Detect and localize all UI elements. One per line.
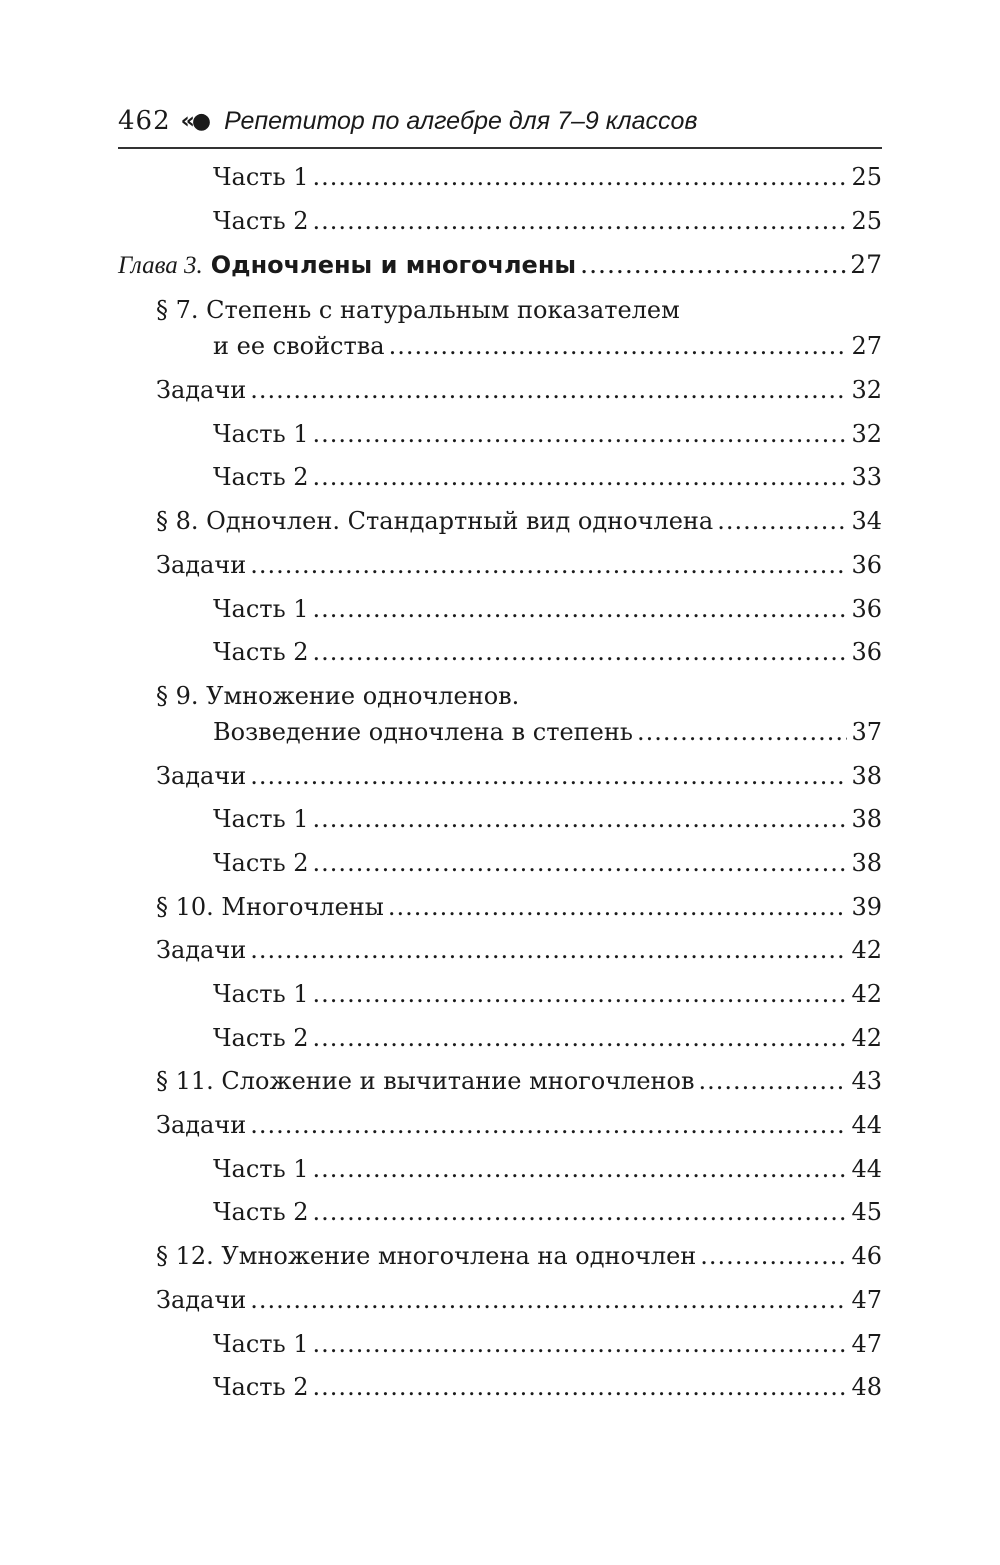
dot-leader xyxy=(313,163,848,191)
toc-entry-page: 34 xyxy=(851,507,882,536)
toc-entry-page: 36 xyxy=(851,638,882,667)
toc-entry xyxy=(118,638,882,682)
table-of-contents xyxy=(118,163,882,1417)
toc-entry-page: 42 xyxy=(851,936,882,965)
toc-entry-page: 36 xyxy=(851,550,882,579)
dot-leader xyxy=(580,250,846,279)
dot-leader xyxy=(250,762,847,790)
running-title: Репетитор по алгебре для 7–9 классов xyxy=(224,106,698,135)
toc-entry-label: Задачи xyxy=(156,1111,247,1140)
toc-entry-page: 25 xyxy=(851,206,882,235)
toc-section-entry xyxy=(118,1242,882,1286)
toc-entry-page: 44 xyxy=(851,1154,882,1183)
dot-leader xyxy=(313,207,848,235)
toc-entry xyxy=(118,980,882,1024)
toc-entry-page: 47 xyxy=(851,1329,882,1358)
toc-entry xyxy=(118,1286,882,1330)
toc-entry-page: 48 xyxy=(851,1373,882,1402)
toc-chapter-entry xyxy=(118,250,882,296)
toc-entry-label: Часть 2 xyxy=(213,206,309,235)
toc-entry xyxy=(118,420,882,464)
toc-entry-label: § 9. Умножение одночленов. xyxy=(156,681,520,710)
toc-entry-page: 42 xyxy=(851,980,882,1008)
toc-entry-page: 44 xyxy=(851,1111,882,1140)
page-number: 462 xyxy=(118,106,171,136)
toc-entry-label: Задачи xyxy=(156,550,247,579)
toc-entry xyxy=(118,163,882,207)
toc-entry-label-continued: и ее свойства xyxy=(213,332,385,361)
toc-entry xyxy=(118,463,882,507)
dot-leader xyxy=(313,595,848,623)
toc-entry xyxy=(118,1024,882,1068)
toc-entry-label: Часть 2 xyxy=(213,463,309,492)
toc-entry xyxy=(118,551,882,595)
toc-entry-label: § 10. Многочлены xyxy=(156,892,384,921)
toc-entry-page: 38 xyxy=(851,805,882,834)
toc-entry-page: 32 xyxy=(851,419,882,448)
toc-section-entry xyxy=(118,507,882,551)
dot-leader xyxy=(699,1067,848,1095)
toc-entry-label: Часть 1 xyxy=(213,980,309,1008)
toc-section-entry xyxy=(118,296,882,376)
dot-leader xyxy=(313,849,848,877)
toc-entry-page: 27 xyxy=(851,332,882,361)
toc-entry xyxy=(118,1111,882,1155)
dot-leader xyxy=(313,1024,848,1052)
dot-leader xyxy=(250,1111,847,1139)
toc-entry-label-continued: Возведение одночлена в степень xyxy=(213,717,633,746)
toc-section-entry xyxy=(118,1067,882,1111)
toc-entry xyxy=(118,1373,882,1417)
toc-entry-label: § 7. Степень с натуральным показателем xyxy=(156,296,680,325)
guillemet-ornament-icon: «● xyxy=(180,108,209,134)
toc-entry-label: Часть 1 xyxy=(213,594,309,623)
toc-entry xyxy=(118,376,882,420)
toc-entry xyxy=(118,595,882,639)
toc-entry xyxy=(118,1198,882,1242)
toc-entry-label: § 12. Умножение многочлена на одночлен xyxy=(156,1242,697,1271)
toc-entry xyxy=(118,1155,882,1199)
toc-entry-page: 42 xyxy=(851,1023,882,1052)
toc-entry-label: Часть 2 xyxy=(213,1373,309,1402)
toc-entry-label: Часть 2 xyxy=(213,1023,309,1052)
toc-section-entry xyxy=(118,893,882,937)
toc-entry-page: 36 xyxy=(851,594,882,623)
toc-entry-page: 27 xyxy=(850,250,882,280)
book-page xyxy=(118,95,882,1417)
running-header xyxy=(118,95,882,149)
chapter-prefix: Глава 3. xyxy=(118,252,203,280)
toc-entry-label: Часть 2 xyxy=(213,1198,309,1227)
toc-entry-label: Часть 1 xyxy=(213,1329,309,1358)
toc-entry xyxy=(118,849,882,893)
toc-entry-label: Часть 1 xyxy=(213,805,309,834)
toc-entry-page: 47 xyxy=(851,1285,882,1314)
toc-entry-label: Часть 1 xyxy=(213,163,309,191)
dot-leader xyxy=(313,805,848,833)
toc-entry xyxy=(118,762,882,806)
dot-leader xyxy=(313,420,848,448)
toc-entry-page: 45 xyxy=(851,1198,882,1227)
toc-entry-page: 43 xyxy=(851,1067,882,1096)
dot-leader xyxy=(313,1155,848,1183)
dot-leader xyxy=(250,551,847,579)
toc-entry-page: 25 xyxy=(851,163,882,191)
toc-entry xyxy=(118,207,882,251)
toc-entry-page: 38 xyxy=(851,848,882,877)
toc-entry-label: Часть 1 xyxy=(213,419,309,448)
toc-entry-page: 38 xyxy=(851,761,882,790)
dot-leader xyxy=(313,463,848,491)
dot-leader xyxy=(388,893,848,921)
dot-leader xyxy=(637,718,848,746)
dot-leader xyxy=(313,1373,848,1401)
dot-leader xyxy=(250,936,847,964)
toc-entry-label: Задачи xyxy=(156,936,247,965)
toc-entry-page: 33 xyxy=(851,463,882,492)
toc-entry-label: § 11. Сложение и вычитание многочленов xyxy=(156,1067,695,1096)
dot-leader xyxy=(250,1286,847,1314)
toc-entry-label: Часть 2 xyxy=(213,638,309,667)
toc-entry-label: Часть 1 xyxy=(213,1154,309,1183)
dot-leader xyxy=(700,1242,847,1270)
toc-entry-label: Часть 2 xyxy=(213,848,309,877)
toc-entry-label: Задачи xyxy=(156,376,247,405)
toc-entry xyxy=(118,1330,882,1374)
toc-entry xyxy=(118,805,882,849)
dot-leader xyxy=(717,507,847,535)
toc-entry-page: 39 xyxy=(851,892,882,921)
dot-leader xyxy=(313,1330,848,1358)
dot-leader xyxy=(389,332,848,360)
dot-leader xyxy=(313,638,848,666)
toc-section-entry xyxy=(118,682,882,762)
chapter-title: Одночлены и многочлены xyxy=(210,251,577,280)
toc-entry-label: Задачи xyxy=(156,761,247,790)
dot-leader xyxy=(313,1198,848,1226)
dot-leader xyxy=(313,980,848,1008)
toc-entry-page: 37 xyxy=(851,717,882,746)
toc-entry xyxy=(118,936,882,980)
toc-entry-label: § 8. Одночлен. Стандартный вид одночлена xyxy=(156,507,714,536)
toc-entry-label: Задачи xyxy=(156,1285,247,1314)
toc-entry-page: 46 xyxy=(851,1242,882,1271)
dot-leader xyxy=(250,376,847,404)
toc-entry-page: 32 xyxy=(851,376,882,405)
